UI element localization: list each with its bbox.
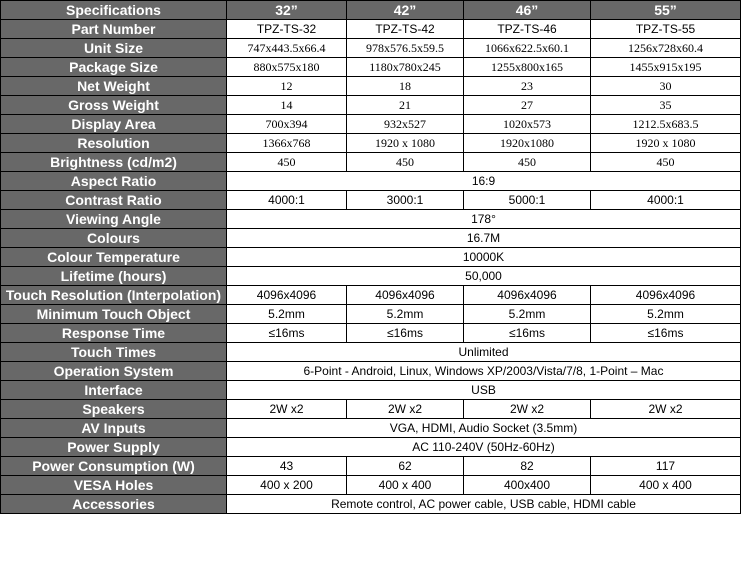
spec-value: 400 x 400 xyxy=(347,476,464,495)
table-row xyxy=(1,191,741,210)
spec-value: 1256x728x60.4 xyxy=(591,39,741,58)
spec-value: 2W x2 xyxy=(227,400,347,419)
header-size-55: 55” xyxy=(591,1,741,20)
spec-value-all-sizes: USB xyxy=(227,381,741,400)
table-row xyxy=(1,362,741,381)
row-label: VESA Holes xyxy=(1,476,227,495)
header-row xyxy=(1,1,741,20)
header-size-46: 46” xyxy=(464,1,591,20)
spec-value: 400 x 200 xyxy=(227,476,347,495)
spec-value-all-sizes: VGA, HDMI, Audio Socket (3.5mm) xyxy=(227,419,741,438)
row-label: Minimum Touch Object xyxy=(1,305,227,324)
spec-value: 450 xyxy=(591,153,741,172)
table-row xyxy=(1,96,741,115)
spec-value: TPZ-TS-42 xyxy=(347,20,464,39)
table-row xyxy=(1,134,741,153)
table-row xyxy=(1,58,741,77)
table-row xyxy=(1,153,741,172)
row-label: Gross Weight xyxy=(1,96,227,115)
table-row xyxy=(1,20,741,39)
row-label: AV Inputs xyxy=(1,419,227,438)
spec-value: 1255x800x165 xyxy=(464,58,591,77)
spec-value: 1920x1080 xyxy=(464,134,591,153)
row-label: Power Consumption (W) xyxy=(1,457,227,476)
row-label: Resolution xyxy=(1,134,227,153)
spec-value: 1366x768 xyxy=(227,134,347,153)
row-label: Power Supply xyxy=(1,438,227,457)
row-label: Lifetime (hours) xyxy=(1,267,227,286)
spec-value: 747x443.5x66.4 xyxy=(227,39,347,58)
spec-value: 1455x915x195 xyxy=(591,58,741,77)
spec-value: 450 xyxy=(227,153,347,172)
spec-value: 400x400 xyxy=(464,476,591,495)
spec-value-all-sizes: 6-Point - Android, Linux, Windows XP/2003/Vista/7/8, 1-Point – Mac xyxy=(227,362,741,381)
spec-value: 4096x4096 xyxy=(591,286,741,305)
spec-value-all-sizes: Remote control, AC power cable, USB cable, HDMI cable xyxy=(227,495,741,514)
row-label: Package Size xyxy=(1,58,227,77)
row-label: Net Weight xyxy=(1,77,227,96)
row-label: Brightness (cd/m2) xyxy=(1,153,227,172)
spec-value: 978x576.5x59.5 xyxy=(347,39,464,58)
spec-value: 450 xyxy=(464,153,591,172)
table-row xyxy=(1,495,741,514)
spec-value: 1920 x 1080 xyxy=(591,134,741,153)
spec-value: 2W x2 xyxy=(347,400,464,419)
spec-value: 5.2mm xyxy=(227,305,347,324)
spec-value: TPZ-TS-32 xyxy=(227,20,347,39)
row-label: Speakers xyxy=(1,400,227,419)
spec-value: 4096x4096 xyxy=(347,286,464,305)
table-row xyxy=(1,438,741,457)
row-label: Accessories xyxy=(1,495,227,514)
header-size-42: 42” xyxy=(347,1,464,20)
spec-value: ≤16ms xyxy=(591,324,741,343)
spec-value: 62 xyxy=(347,457,464,476)
spec-value: 12 xyxy=(227,77,347,96)
row-label: Viewing Angle xyxy=(1,210,227,229)
table-row xyxy=(1,305,741,324)
spec-value: 5.2mm xyxy=(347,305,464,324)
spec-value: 23 xyxy=(464,77,591,96)
spec-value: 1066x622.5x60.1 xyxy=(464,39,591,58)
spec-value-all-sizes: 16:9 xyxy=(227,172,741,191)
header-size-32: 32” xyxy=(227,1,347,20)
specifications-body xyxy=(1,20,741,514)
spec-value-all-sizes: 50,000 xyxy=(227,267,741,286)
spec-value: 21 xyxy=(347,96,464,115)
row-label: Operation System xyxy=(1,362,227,381)
table-row xyxy=(1,457,741,476)
table-row xyxy=(1,77,741,96)
row-label: Response Time xyxy=(1,324,227,343)
spec-value-all-sizes: 16.7M xyxy=(227,229,741,248)
spec-value: 14 xyxy=(227,96,347,115)
spec-value: 932x527 xyxy=(347,115,464,134)
spec-value: 1212.5x683.5 xyxy=(591,115,741,134)
table-row xyxy=(1,115,741,134)
table-row xyxy=(1,419,741,438)
table-row xyxy=(1,172,741,191)
spec-value: 30 xyxy=(591,77,741,96)
table-row xyxy=(1,267,741,286)
row-label: Colour Temperature xyxy=(1,248,227,267)
table-row xyxy=(1,400,741,419)
table-row xyxy=(1,381,741,400)
spec-value: 27 xyxy=(464,96,591,115)
spec-value: 3000:1 xyxy=(347,191,464,210)
spec-value: ≤16ms xyxy=(464,324,591,343)
row-label: Contrast Ratio xyxy=(1,191,227,210)
spec-value: 450 xyxy=(347,153,464,172)
spec-value: 400 x 400 xyxy=(591,476,741,495)
table-row xyxy=(1,39,741,58)
spec-value: 43 xyxy=(227,457,347,476)
header-specifications: Specifications xyxy=(1,1,227,20)
row-label: Colours xyxy=(1,229,227,248)
table-row xyxy=(1,286,741,305)
table-row xyxy=(1,248,741,267)
spec-value-all-sizes: 178° xyxy=(227,210,741,229)
spec-value: 4096x4096 xyxy=(464,286,591,305)
spec-value-all-sizes: 10000K xyxy=(227,248,741,267)
spec-value: 4096x4096 xyxy=(227,286,347,305)
spec-value: 4000:1 xyxy=(227,191,347,210)
spec-value: 5.2mm xyxy=(591,305,741,324)
table-row xyxy=(1,343,741,362)
spec-value: 2W x2 xyxy=(591,400,741,419)
spec-value: ≤16ms xyxy=(347,324,464,343)
spec-value: 18 xyxy=(347,77,464,96)
row-label: Unit Size xyxy=(1,39,227,58)
spec-value-all-sizes: AC 110-240V (50Hz-60Hz) xyxy=(227,438,741,457)
spec-value: TPZ-TS-55 xyxy=(591,20,741,39)
spec-value: 700x394 xyxy=(227,115,347,134)
spec-value: TPZ-TS-46 xyxy=(464,20,591,39)
spec-value: 82 xyxy=(464,457,591,476)
spec-value: 1920 x 1080 xyxy=(347,134,464,153)
row-label: Interface xyxy=(1,381,227,400)
spec-value: 880x575x180 xyxy=(227,58,347,77)
table-row xyxy=(1,324,741,343)
row-label: Display Area xyxy=(1,115,227,134)
table-row xyxy=(1,229,741,248)
row-label: Part Number xyxy=(1,20,227,39)
spec-value: ≤16ms xyxy=(227,324,347,343)
row-label: Touch Resolution (Interpolation) xyxy=(1,286,227,305)
table-row xyxy=(1,210,741,229)
table-row xyxy=(1,476,741,495)
row-label: Aspect Ratio xyxy=(1,172,227,191)
spec-value: 1020x573 xyxy=(464,115,591,134)
spec-value: 2W x2 xyxy=(464,400,591,419)
spec-value: 1180x780x245 xyxy=(347,58,464,77)
spec-value: 5000:1 xyxy=(464,191,591,210)
spec-value: 35 xyxy=(591,96,741,115)
spec-value-all-sizes: Unlimited xyxy=(227,343,741,362)
spec-value: 5.2mm xyxy=(464,305,591,324)
spec-value: 117 xyxy=(591,457,741,476)
row-label: Touch Times xyxy=(1,343,227,362)
spec-value: 4000:1 xyxy=(591,191,741,210)
